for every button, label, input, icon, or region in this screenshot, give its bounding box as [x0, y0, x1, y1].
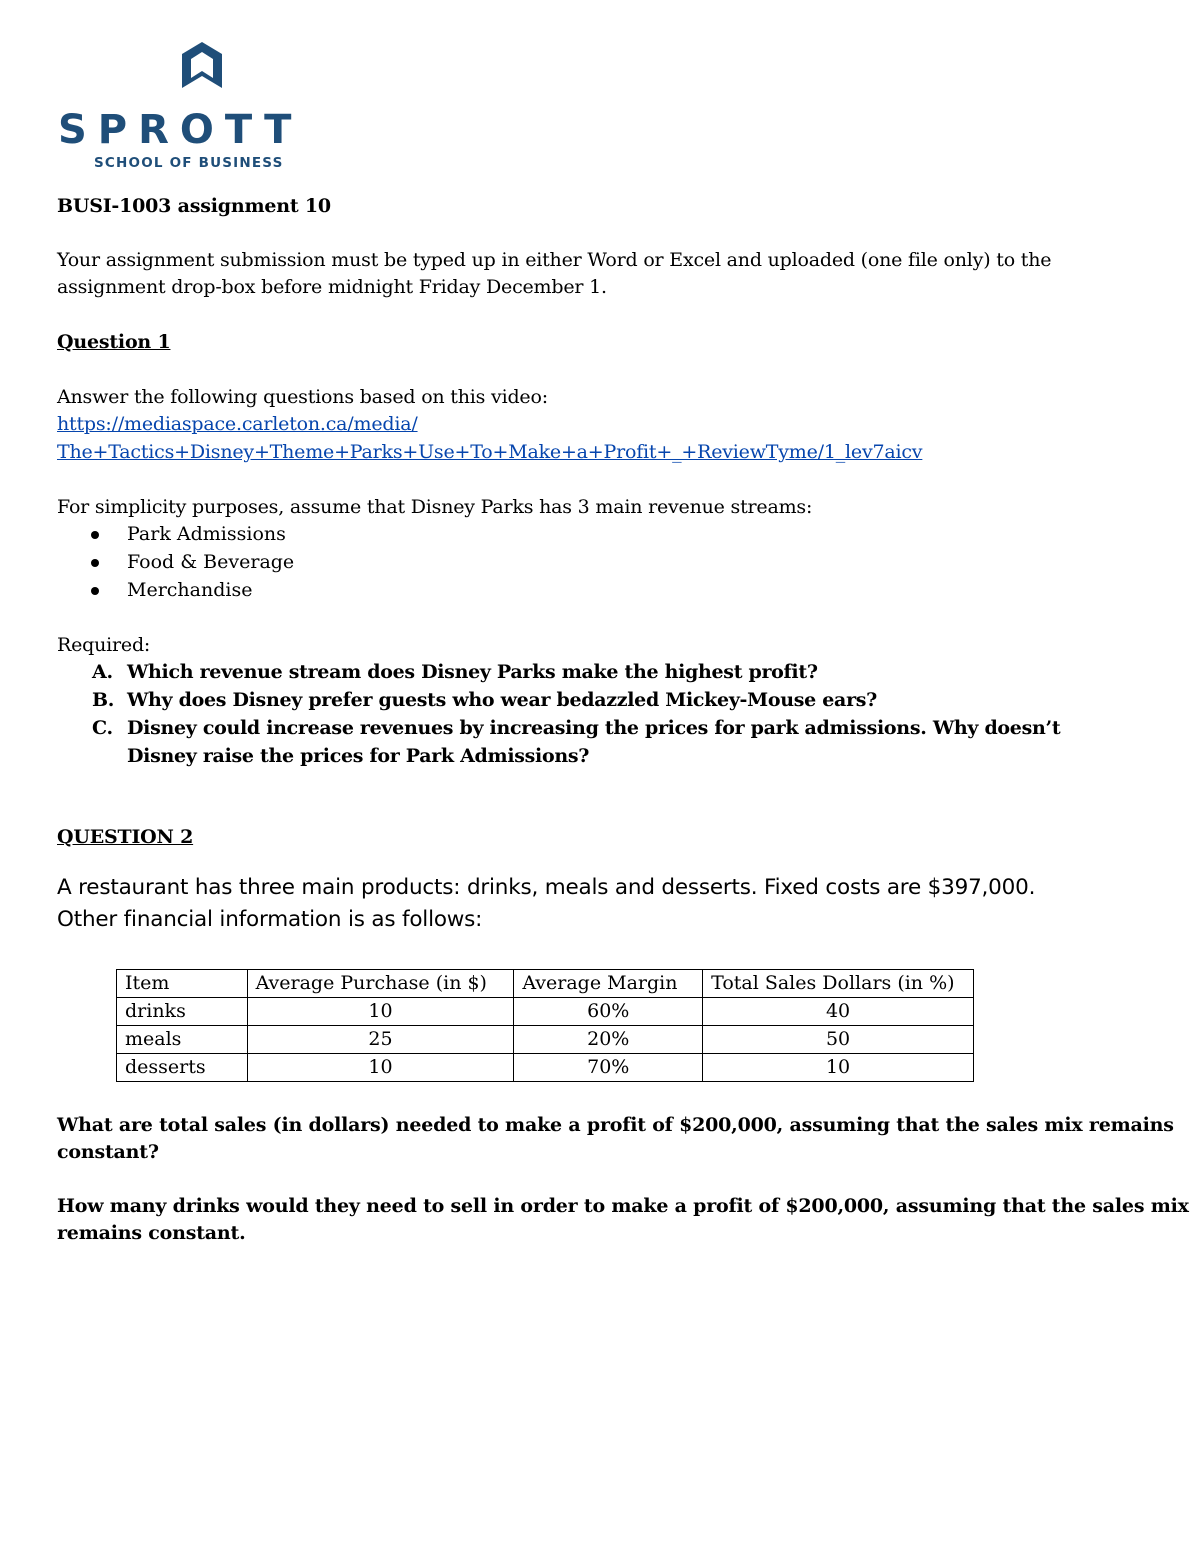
- table-cell: 60%: [514, 998, 703, 1026]
- table-cell: 10: [703, 1054, 974, 1082]
- item-letter: C.: [92, 717, 113, 739]
- table-cell: 25: [247, 1026, 514, 1054]
- required-list: [92, 658, 1060, 770]
- assignment-title: BUSI-1003 assignment 10: [57, 195, 331, 217]
- logo-subtitle: SCHOOL OF BUSINESS: [94, 155, 284, 171]
- table-cell: 20%: [514, 1026, 703, 1054]
- table-row: [117, 1026, 974, 1054]
- drinks-question-line-2: remains constant.: [57, 1222, 246, 1244]
- table-header: Average Margin: [514, 970, 703, 998]
- restaurant-description-line-2: Other financial information is as follows:: [57, 907, 483, 932]
- table-cell: meals: [117, 1026, 248, 1054]
- question-2-heading: QUESTION 2: [57, 826, 194, 848]
- table-header: Item: [117, 970, 248, 998]
- table-header: Average Purchase (in $): [247, 970, 514, 998]
- list-item: Park Admissions: [88, 520, 294, 548]
- table-row: [117, 1054, 974, 1082]
- total-sales-question-line-2: constant?: [57, 1141, 159, 1163]
- item-text: Disney raise the prices for Park Admissions?: [127, 745, 590, 767]
- table-cell: 10: [247, 1054, 514, 1082]
- video-link-line-2[interactable]: The+Tactics+Disney+Theme+Parks+Use+To+Make+a+Profit+_+ReviewTyme/1_lev7aicv: [57, 441, 923, 463]
- list-item: [92, 658, 1060, 686]
- table-cell: 50: [703, 1026, 974, 1054]
- bullet-icon: [91, 531, 99, 539]
- intro-line-1: Your assignment submission must be typed up in either Word or Excel and uploaded (one file only) to the: [57, 249, 1052, 271]
- revenue-stream-list: [88, 520, 294, 604]
- sprott-logo: [58, 40, 358, 175]
- list-item-continuation: [92, 742, 1060, 770]
- table-cell: drinks: [117, 998, 248, 1026]
- table-cell: 70%: [514, 1054, 703, 1082]
- list-item: [92, 686, 1060, 714]
- table-header-row: [117, 970, 974, 998]
- table-cell: 10: [247, 998, 514, 1026]
- bookmark-shield-icon: [180, 40, 224, 90]
- bullet-icon: [91, 559, 99, 567]
- revenue-assumption: For simplicity purposes, assume that Disney Parks has 3 main revenue streams:: [57, 496, 813, 518]
- list-item: Merchandise: [88, 576, 294, 604]
- item-letter: A.: [92, 661, 113, 683]
- item-text: Which revenue stream does Disney Parks make the highest profit?: [127, 661, 818, 683]
- item-letter: B.: [92, 689, 115, 711]
- drinks-question-line-1: How many drinks would they need to sell in order to make a profit of $200,000, assuming that the sales mix: [57, 1195, 1189, 1217]
- table-header: Total Sales Dollars (in %): [703, 970, 974, 998]
- logo-wordmark: SPROTT: [58, 107, 303, 153]
- item-text: Disney could increase revenues by increasing the prices for park admissions. Why doesn’t: [127, 717, 1061, 739]
- list-item: [92, 714, 1060, 742]
- video-link-line-1[interactable]: https://mediaspace.carleton.ca/media/: [57, 413, 418, 435]
- table-row: [117, 998, 974, 1026]
- required-label: Required:: [57, 634, 151, 656]
- table-cell: 40: [703, 998, 974, 1026]
- financial-info-table: [116, 969, 974, 1082]
- question-1-heading: Question 1: [57, 331, 171, 353]
- table-cell: desserts: [117, 1054, 248, 1082]
- intro-line-2: assignment drop-box before midnight Friday December 1.: [57, 276, 607, 298]
- total-sales-question-line-1: What are total sales (in dollars) needed to make a profit of $200,000, assuming that the sales mix remains: [57, 1114, 1174, 1136]
- item-text: Why does Disney prefer guests who wear bedazzled Mickey-Mouse ears?: [127, 689, 878, 711]
- bullet-icon: [91, 587, 99, 595]
- restaurant-description-line-1: A restaurant has three main products: drinks, meals and desserts. Fixed costs are $397,000.: [57, 875, 1036, 900]
- video-prompt: Answer the following questions based on this video:: [57, 386, 548, 408]
- list-item: Food & Beverage: [88, 548, 294, 576]
